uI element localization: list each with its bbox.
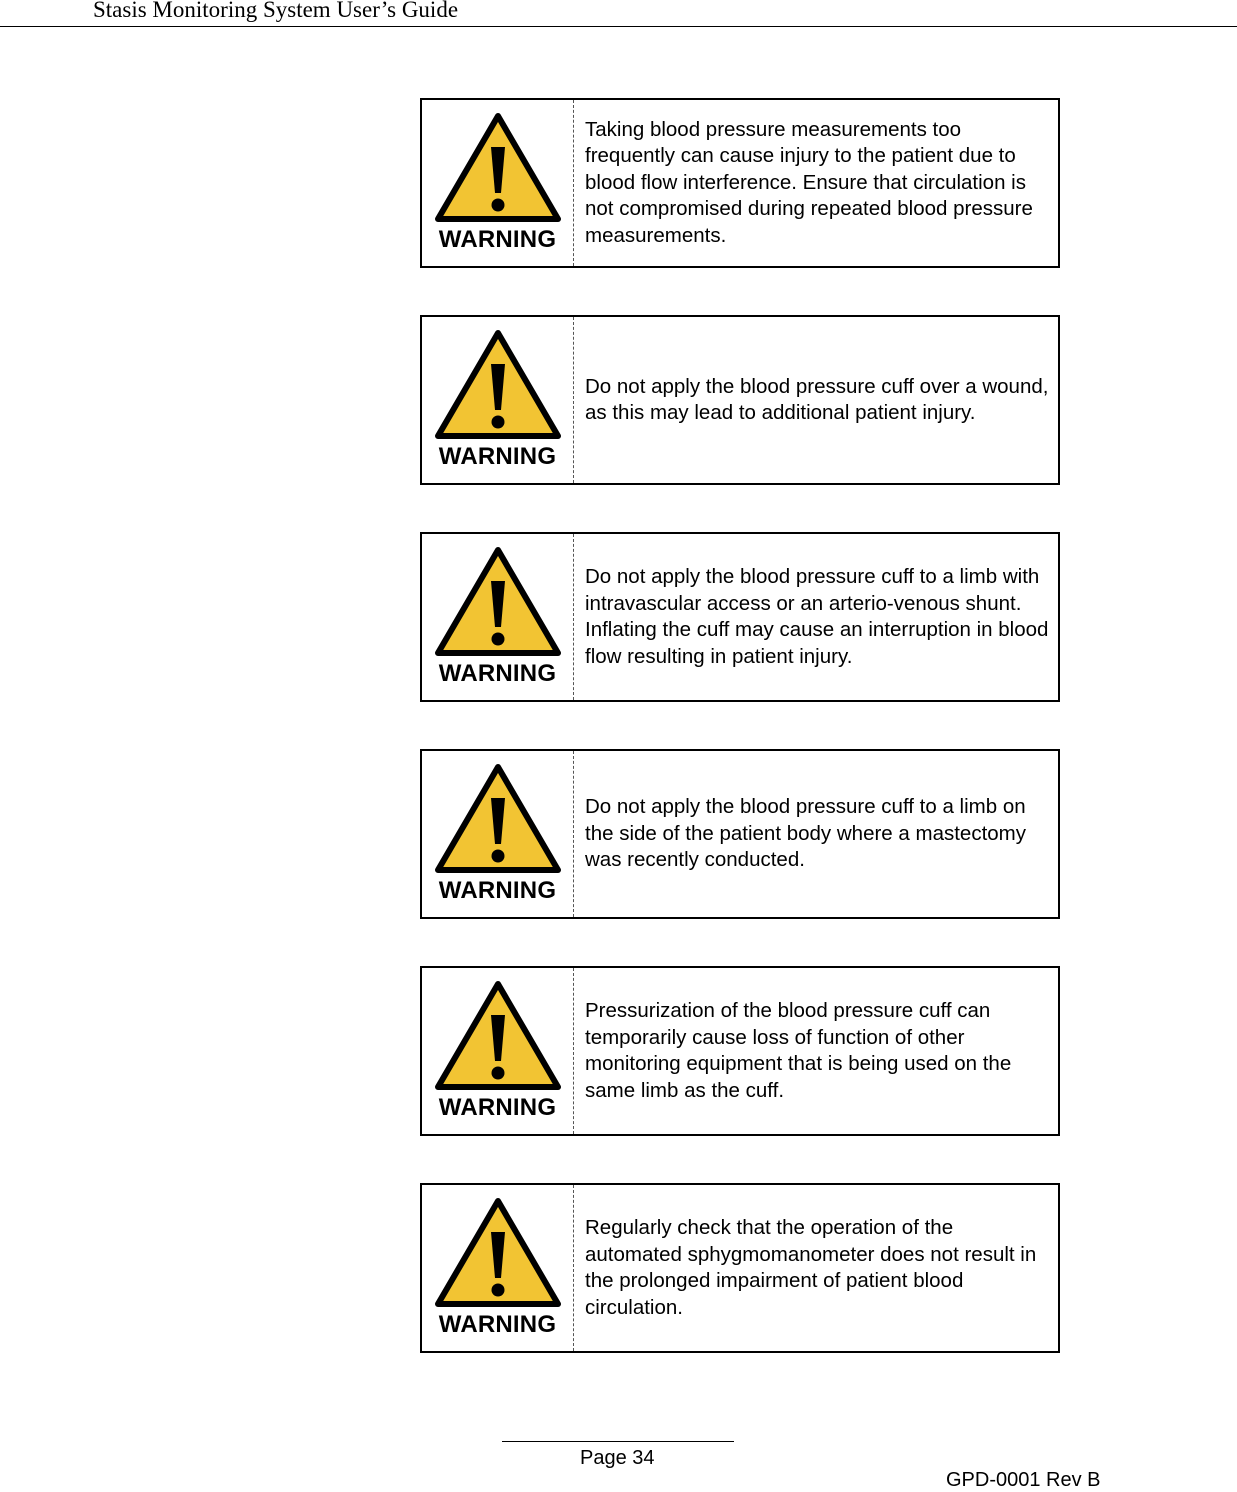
warning-label: WARNING [438,1311,557,1338]
warning-box [420,532,1060,702]
warning-text-cell [574,317,1058,483]
warning-triangle-icon [433,111,563,225]
warning-text-cell [574,1185,1058,1351]
warning-icon-cell [422,100,574,266]
warning-text-cell [574,100,1058,266]
warning-triangle-icon [433,979,563,1093]
warning-triangle-icon [433,328,563,442]
warning-text: Do not apply the blood pressure cuff over a wound, as this may lead to additional patient injury. [585,374,1049,424]
warning-text: Do not apply the blood pressure cuff to a limb with intravascular access or an arterio-venous shunt. Inflating the cuff may cause an interruption in blood flow resulting in patient injury. [585,565,1049,668]
warning-text: Taking blood pressure measurements too frequently can cause injury to the patient due to blood flow interference. Ensure that circulation is not compromised during repeated blood pressure measurements. [585,117,1033,247]
warning-text-cell [574,534,1058,700]
warning-text-cell [574,751,1058,917]
warning-triangle-icon [433,762,563,876]
warning-icon-cell [422,534,574,700]
footer-rule [502,1441,734,1442]
warning-label: WARNING [438,443,557,470]
warning-label: WARNING [438,1094,557,1121]
warning-label: WARNING [438,226,557,253]
warning-text: Do not apply the blood pressure cuff to a limb on the side of the patient body where a mastectomy was recently conducted. [585,795,1027,872]
warning-box [420,98,1060,268]
warning-icon-cell [422,1185,574,1351]
warning-label: WARNING [438,660,557,687]
warning-text: Regularly check that the operation of the automated sphygmomanometer does not result in the prolonged impairment of patient blood circulation. [585,1216,1037,1319]
warning-triangle-icon [433,545,563,659]
warning-icon-cell [422,751,574,917]
warning-text: Pressurization of the blood pressure cuff can temporarily cause loss of function of other monitoring equipment that is being used on the same limb as the cuff. [585,999,1012,1102]
warning-icon-cell [422,317,574,483]
page-number: Page 34 [580,1447,655,1469]
warning-text-cell [574,968,1058,1134]
warning-box [420,315,1060,485]
warning-triangle-icon [433,1196,563,1310]
warning-box [420,749,1060,919]
warning-icon-cell [422,968,574,1134]
warning-label: WARNING [438,877,557,904]
warning-list [420,98,1060,1400]
warning-box [420,966,1060,1136]
page-header [0,0,1237,27]
document-title: Stasis Monitoring System User’s Guide [93,0,459,22]
warning-box [420,1183,1060,1353]
document-id: GPD-0001 Rev B [946,1469,1101,1491]
